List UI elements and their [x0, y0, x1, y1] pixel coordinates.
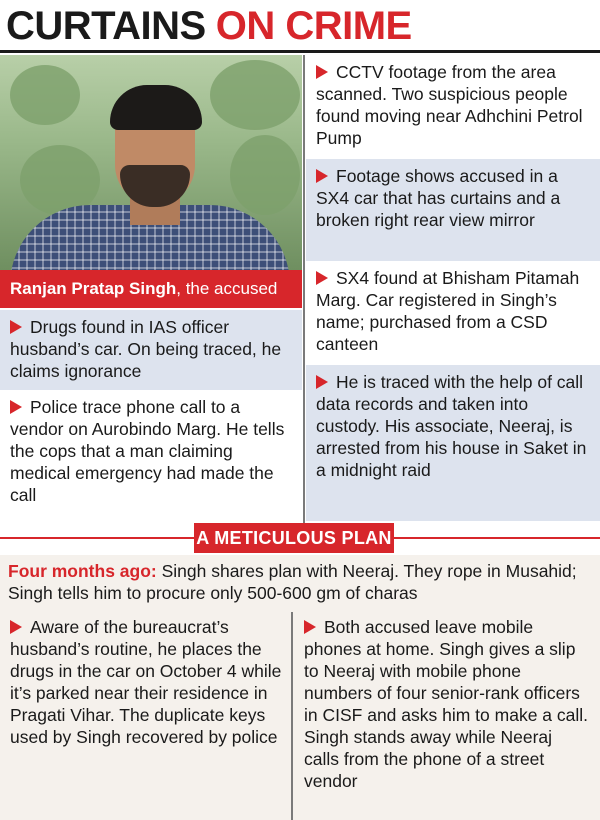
plan-right-point	[294, 612, 598, 820]
point-text: Drugs found in IAS officer husband’s car. On being traced, he claims ignorance	[10, 317, 282, 381]
foliage	[210, 60, 300, 130]
arrow-bullet-icon	[10, 400, 22, 414]
plan-column-divider	[291, 612, 293, 820]
point-text: CCTV footage from the area scanned. Two suspicious people found moving near Adhchini Petrol Pump	[316, 62, 583, 148]
point-text: Aware of the bureaucrat’s husband’s routine, he places the drugs in the car on October 4 while it’s parked near their residence in Pragati Vihar. The duplicate keys used by Singh recovered by police	[10, 617, 282, 747]
title-part2: ON CRIME	[215, 4, 412, 48]
plan-left-point	[0, 612, 290, 820]
four-months-ago	[8, 560, 593, 604]
foliage	[10, 65, 80, 125]
column-divider	[303, 55, 305, 523]
arrow-bullet-icon	[316, 169, 328, 183]
point-text: Both accused leave mobile phones at home. Singh gives a slip to Neeraj with mobile phone numbers of four senior-rank officers in CISF and asks him to make a call. Singh stands away while Neeraj calls from the phone of a street vendor	[304, 617, 588, 791]
right-point-1	[306, 55, 600, 159]
title-part1: CURTAINS	[6, 4, 206, 48]
arrow-bullet-icon	[316, 65, 328, 79]
point-text: SX4 found at Bhisham Pitamah Marg. Car registered in Singh’s name; purchased from a CSD canteen	[316, 268, 580, 354]
arrow-bullet-icon	[10, 620, 22, 634]
point-text: Police trace phone call to a vendor on Aurobindo Marg. He tells the cops that a man claiming medical emergency had made the call	[10, 397, 285, 505]
point-text: He is traced with the help of call data records and taken into custody. His associate, Neeraj, is arrested from his house in Saket in a midnight raid	[316, 372, 587, 480]
title-rule	[0, 50, 600, 53]
four-months-label: Four months ago:	[8, 561, 157, 581]
caption-name: Ranjan Pratap Singh	[10, 279, 177, 298]
right-point-3	[306, 261, 600, 365]
plan-banner: A METICULOUS PLAN	[194, 523, 394, 553]
photo-caption	[0, 270, 302, 308]
left-point-2	[0, 390, 302, 520]
four-months-text: Singh shares plan with Neeraj. They rope in Musahid; Singh tells him to procure only 500-600 gm of charas	[8, 561, 577, 603]
person-hair	[110, 85, 202, 130]
page-title	[6, 4, 412, 48]
foliage	[230, 135, 300, 215]
right-point-2	[306, 159, 600, 261]
arrow-bullet-icon	[316, 375, 328, 389]
caption-rest: , the accused	[176, 279, 278, 298]
arrow-bullet-icon	[304, 620, 316, 634]
arrow-bullet-icon	[316, 271, 328, 285]
arrow-bullet-icon	[10, 320, 22, 334]
accused-photo	[0, 55, 302, 270]
right-point-4	[306, 365, 600, 521]
left-point-1	[0, 310, 302, 390]
point-text: Footage shows accused in a SX4 car that has curtains and a broken right rear view mirror	[316, 166, 561, 230]
